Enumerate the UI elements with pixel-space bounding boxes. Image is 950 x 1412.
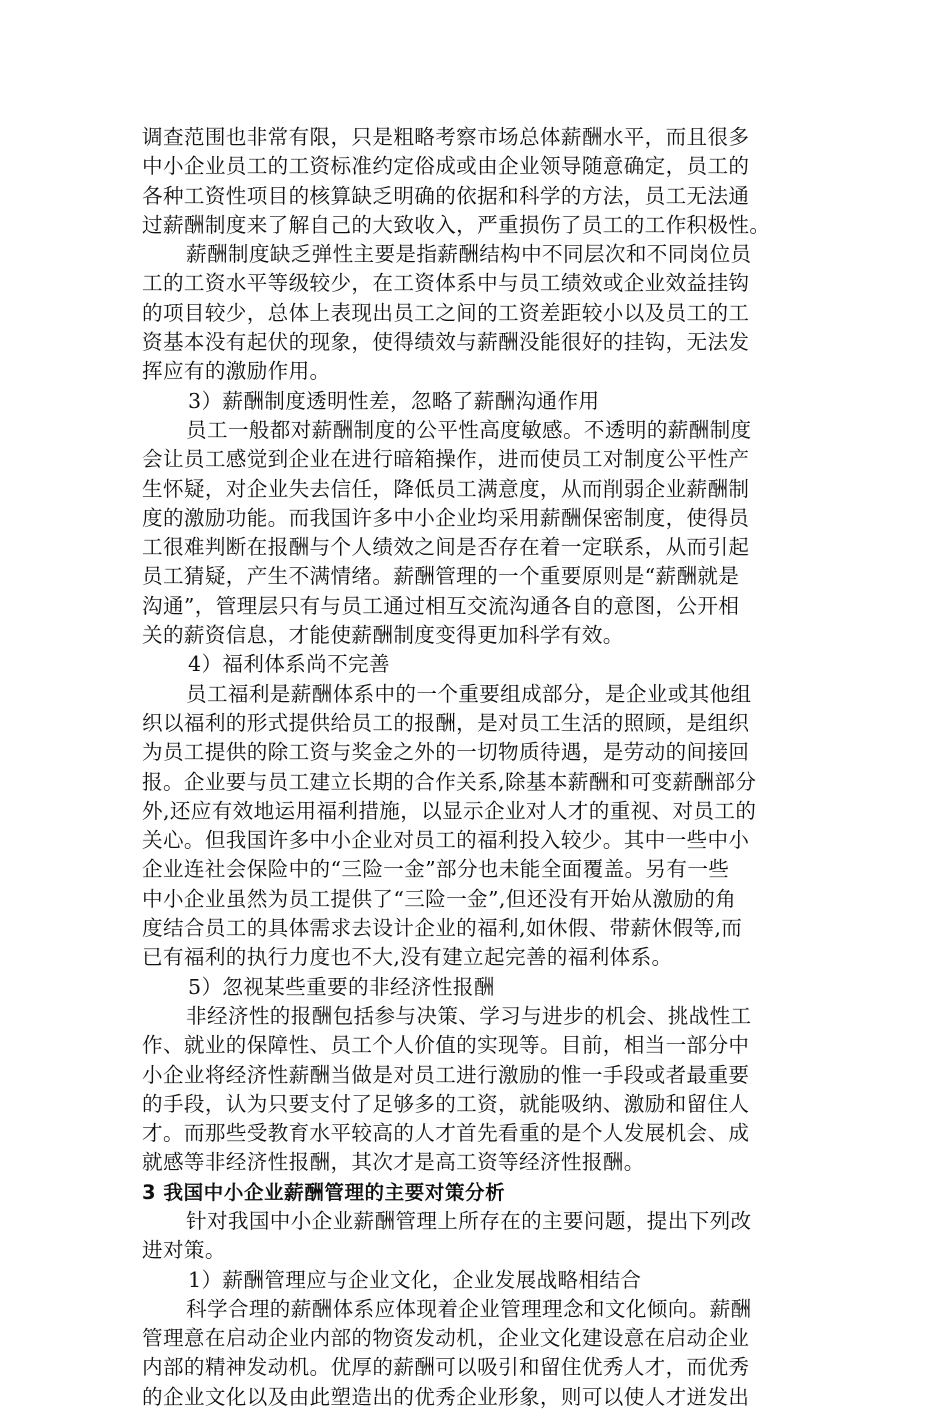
text-line: 员工猜疑，产生不满情绪。薪酬管理的一个重要原则是“薪酬就是 — [142, 564, 740, 589]
text-line: 关的薪资信息，才能使薪酬制度变得更加科学有效。 — [142, 623, 624, 648]
text-line: 会让员工感觉到企业在进行暗箱操作，进而使员工对制度公平性产 — [142, 447, 750, 472]
text-line: 度结合员工的具体需求去设计企业的福利,如休假、带薪休假等,而 — [142, 916, 743, 941]
text-line: 度的激励功能。而我国许多中小企业均采用薪酬保密制度，使得员 — [142, 505, 750, 530]
subheading-transparency: 3）薪酬制度透明性差，忽略了薪酬沟通作用 — [188, 388, 600, 413]
subheading-non-economic: 5）忽视某些重要的非经济性报酬 — [188, 974, 495, 999]
text-line: 小企业将经济性薪酬当做是对员工进行激励的惟一手段或者最重要 — [142, 1062, 750, 1087]
text-line: 织以福利的形式提供给员工的报酬，是对员工生活的照顾，是组织 — [142, 710, 750, 735]
text-line: 才。而那些受教育水平较高的人才首先看重的是个人发展机会、成 — [142, 1121, 750, 1146]
text-line: 的项目较少，总体上表现出员工之间的工资差距较小以及员工的工 — [142, 300, 750, 325]
text-line: 的企业文化以及由此塑造出的优秀企业形象，则可以使人才迸发出 — [142, 1384, 750, 1409]
text-line: 企业连社会保险中的“三险一金”部分也未能全面覆盖。另有一些 — [142, 857, 730, 882]
text-line: 非经济性的报酬包括参与决策、学习与进步的机会、挑战性工 — [186, 1003, 752, 1028]
paragraph-transparency — [142, 416, 808, 650]
text-line: 关心。但我国许多中小企业对员工的福利投入较少。其中一些中小 — [142, 828, 750, 853]
text-line: 过薪酬制度来了解自己的大致收入，严重损伤了员工的工作积极性。 — [142, 212, 771, 237]
text-line: 外,还应有效地运用福利措施，以显示企业对人才的重视、对员工的 — [142, 798, 757, 823]
paragraph-culture-strategy — [142, 1295, 808, 1412]
document-page — [142, 123, 808, 1412]
text-line: 已有福利的执行力度也不大,没有建立起完善的福利体系。 — [142, 945, 673, 970]
text-line: 中小企业虽然为员工提供了“三险一金”,但还没有开始从激励的角 — [142, 886, 737, 911]
text-line: 工很难判断在报酬与个人绩效之间是否存在着一定联系，从而引起 — [142, 535, 750, 560]
text-line: 为员工提供的除工资与奖金之外的一切物质待遇，是劳动的间接回 — [142, 740, 750, 765]
text-line: 作、就业的保障性、员工个人价值的实现等。目前，相当一部分中 — [142, 1033, 750, 1058]
text-line: 针对我国中小企业薪酬管理上所存在的主要问题，提出下列改 — [186, 1208, 752, 1233]
paragraph-non-economic — [142, 1002, 808, 1178]
text-line: 挥应有的激励作用。 — [142, 359, 331, 384]
paragraph-salary-flexibility — [142, 240, 808, 386]
text-line: 员工福利是薪酬体系中的一个重要组成部分，是企业或其他组 — [186, 681, 752, 706]
paragraph-salary-survey — [142, 123, 808, 240]
text-line: 各种工资性项目的核算缺乏明确的依据和科学的方法，员工无法通 — [142, 183, 750, 208]
section-heading: 3 我国中小企业薪酬管理的主要对策分析 — [142, 1180, 506, 1204]
text-line: 沟通”，管理层只有与员工通过相互交流沟通各自的意图，公开相 — [142, 593, 740, 618]
subheading-culture-strategy: 1）薪酬管理应与企业文化，企业发展战略相结合 — [188, 1267, 642, 1292]
text-line: 生怀疑，对企业失去信任，降低员工满意度，从而削弱企业薪酬制 — [142, 476, 750, 501]
text-line: 报。企业要与员工建立长期的合作关系,除基本薪酬和可变薪酬部分 — [142, 769, 757, 794]
text-line: 调查范围也非常有限，只是粗略考察市场总体薪酬水平，而且很多 — [142, 125, 750, 149]
text-line: 员工一般都对薪酬制度的公平性高度敏感。不透明的薪酬制度 — [186, 417, 752, 442]
text-line: 的手段，认为只要支付了足够多的工资，就能吸纳、激励和留住人 — [142, 1091, 750, 1116]
text-line: 就感等非经济性报酬，其次才是高工资等经济性报酬。 — [142, 1150, 645, 1175]
paragraph-countermeasures-intro — [142, 1207, 808, 1266]
text-line: 中小企业员工的工资标准约定俗成或由企业领导随意确定，员工的 — [142, 154, 750, 179]
paragraph-welfare — [142, 680, 808, 973]
subheading-welfare: 4）福利体系尚不完善 — [188, 652, 390, 677]
text-line: 工的工资水平等级较少，在工资体系中与员工绩效或企业效益挂钩 — [142, 271, 750, 296]
text-line: 进对策。 — [142, 1238, 226, 1263]
text-line: 资基本没有起伏的现象，使得绩效与薪酬没能很好的挂钩，无法发 — [142, 330, 750, 355]
text-line: 内部的精神发动机。优厚的薪酬可以吸引和留住优秀人才，而优秀 — [142, 1355, 750, 1380]
text-line: 薪酬制度缺乏弹性主要是指薪酬结构中不同层次和不同岗位员 — [186, 242, 752, 267]
text-line: 管理意在启动企业内部的物资发动机，企业文化建设意在启动企业 — [142, 1326, 750, 1351]
text-line: 科学合理的薪酬体系应体现着企业管理理念和文化倾向。薪酬 — [186, 1296, 752, 1321]
